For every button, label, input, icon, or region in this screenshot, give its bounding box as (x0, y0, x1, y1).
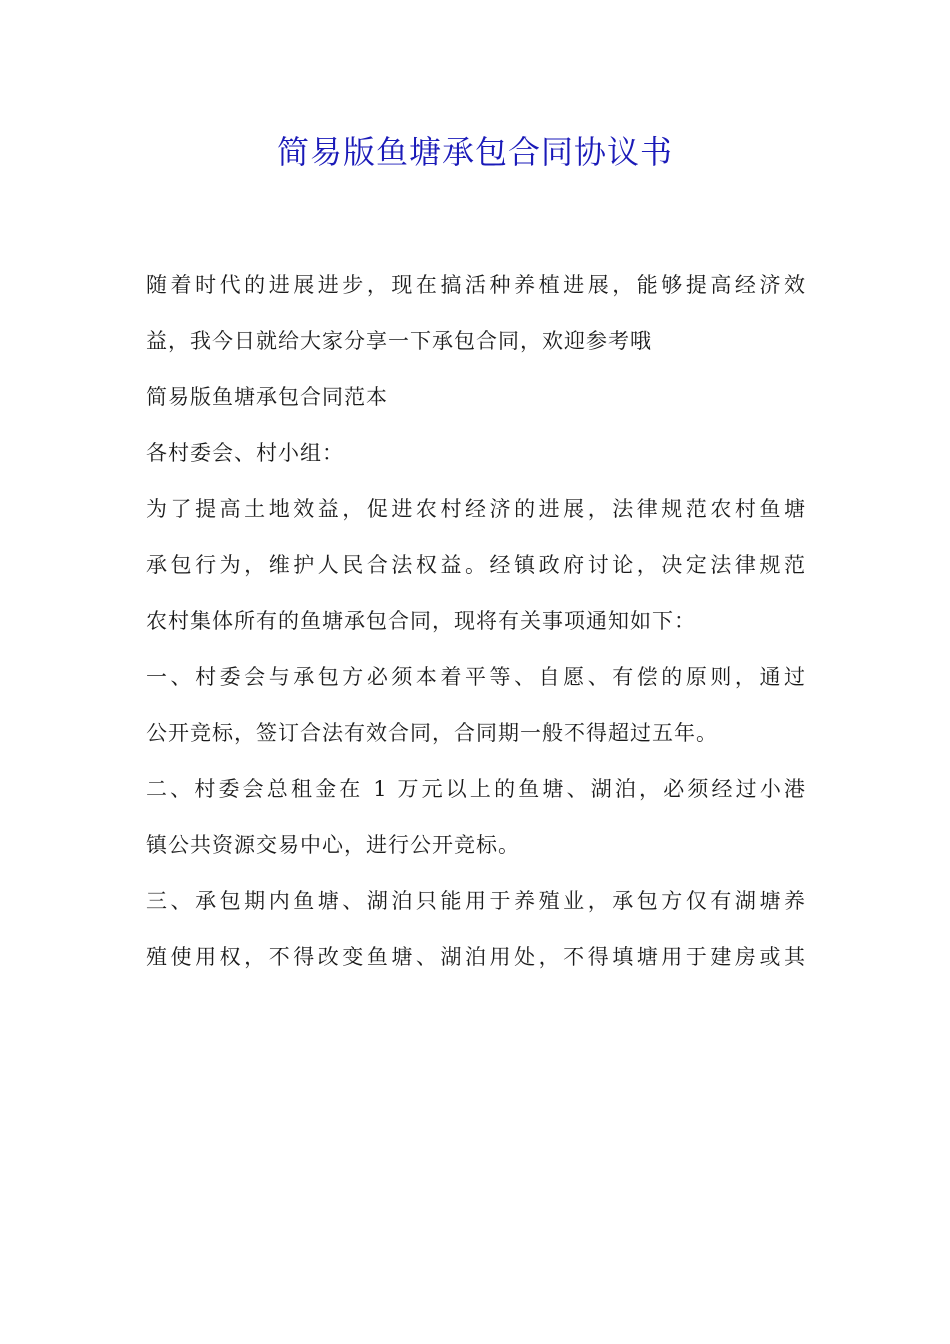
salutation: 各村委会、村小组： (146, 441, 344, 465)
paragraph-line: 随着时代的进展进步，现在搞活种养植进展，能够提高经济效 (146, 273, 806, 297)
clause-line: 公开竞标，签订合法有效合同，合同期一般不得超过五年。 (146, 721, 718, 745)
clause-line: 三、承包期内鱼塘、湖泊只能用于养殖业，承包方仅有湖塘养 (146, 889, 806, 913)
clause-line: 二、村委会总租金在 1 万元以上的鱼塘、湖泊，必须经过小港 (146, 777, 806, 801)
clause-line: 殖使用权，不得改变鱼塘、湖泊用处，不得填塘用于建房或其 (146, 945, 806, 969)
document-body (146, 262, 806, 990)
document-title: 简易版鱼塘承包合同协议书 (276, 133, 673, 171)
paragraph-line: 益，我今日就给大家分享一下承包合同，欢迎参考哦 (146, 329, 652, 353)
clause-line: 镇公共资源交易中心，进行公开竞标。 (146, 833, 520, 857)
section-heading: 简易版鱼塘承包合同范本 (146, 385, 388, 409)
paragraph-line: 承包行为，维护人民合法权益。经镇政府讨论，决定法律规范 (146, 553, 806, 577)
paragraph-line: 为了提高土地效益，促进农村经济的进展，法律规范农村鱼塘 (146, 497, 806, 521)
paragraph-line: 农村集体所有的鱼塘承包合同，现将有关事项通知如下： (146, 609, 696, 633)
clause-line: 一、村委会与承包方必须本着平等、自愿、有偿的原则，通过 (146, 665, 806, 689)
